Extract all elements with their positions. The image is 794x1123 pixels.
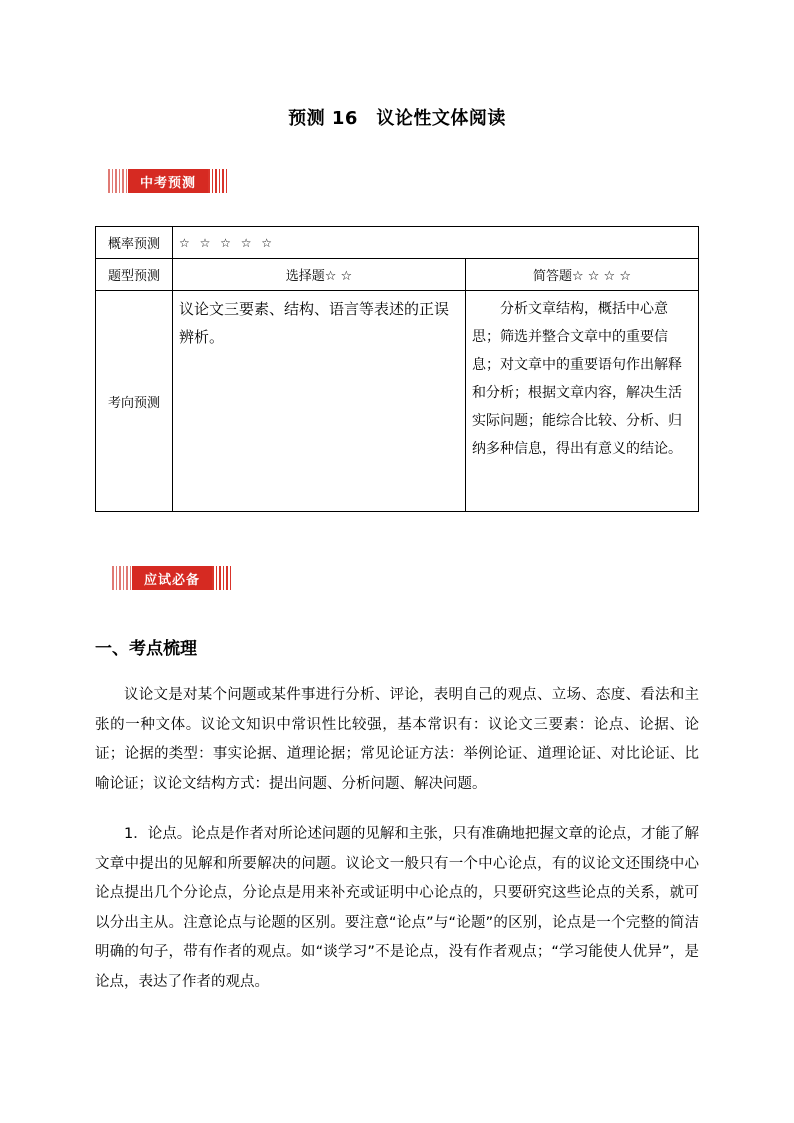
paragraph: 1．论点。论点是作者对所论述问题的见解和主张，只有准确地把握文章的论点，才能了解文章中提出的见解和所要解决的问题。议论文一般只有一个中心论点，有的议论文还围绕中心论点提出几个分论点，分论点是用来补充或证明中心论点的，只要研究这些论点的关系，就可以分出主从。注意论点与论题的区别。要注意“论点”与“论题”的区别，论点是一个完整的简洁明确的句子，带有作者的观点。如“谈学习”不是论点，没有作者观点；“学习能使人优异”，是论点，表达了作者的观点。	[95, 826, 699, 990]
direction-choice: 议论文三要素、结构、语言等表述的正误辨析。	[173, 291, 466, 512]
row-label: 考向预测	[96, 291, 173, 512]
banner-label: 中考预测	[128, 169, 208, 193]
question-type-short-answer: 简答题☆ ☆ ☆ ☆	[466, 259, 699, 291]
row-label: 题型预测	[96, 259, 173, 291]
banner-stripes-left	[108, 169, 128, 193]
forecast-table	[95, 226, 699, 512]
banner-stripes-right	[212, 566, 232, 590]
banner-stripes-left	[112, 566, 132, 590]
probability-stars: ☆ ☆ ☆ ☆ ☆	[173, 227, 699, 259]
page-title: 预测 16 议论性文体阅读	[288, 108, 506, 129]
banner-essentials	[112, 566, 232, 590]
table-row	[96, 259, 699, 291]
banner-label: 应试必备	[132, 566, 212, 590]
banner-forecast	[108, 169, 228, 193]
paragraph: 议论文是对某个问题或某件事进行分析、评论，表明自己的观点、立场、态度、看法和主张的一种文体。议论文知识中常识性比较强，基本常识有：议论文三要素：论点、论据、论证；论据的类型：事实论据、道理论据；常见论证方法：举例论证、道理论证、对比论证、比喻论证；议论文结构方式：提出问题、分析问题、解决问题。	[95, 687, 699, 792]
banner-stripes-right	[208, 169, 228, 193]
section-heading: 一、考点梳理	[95, 639, 197, 659]
question-type-choice: 选择题☆ ☆	[173, 259, 466, 291]
row-label: 概率预测	[96, 227, 173, 259]
table-row	[96, 227, 699, 259]
direction-short-answer: 分析文章结构，概括中心意思；筛选并整合文章中的重要信息；对文章中的重要语句作出解释和分析；根据文章内容，解决生活实际问题；能综合比较、分析、归纳多种信息，得出有意义的结论。	[466, 291, 699, 512]
table-row	[96, 291, 699, 512]
